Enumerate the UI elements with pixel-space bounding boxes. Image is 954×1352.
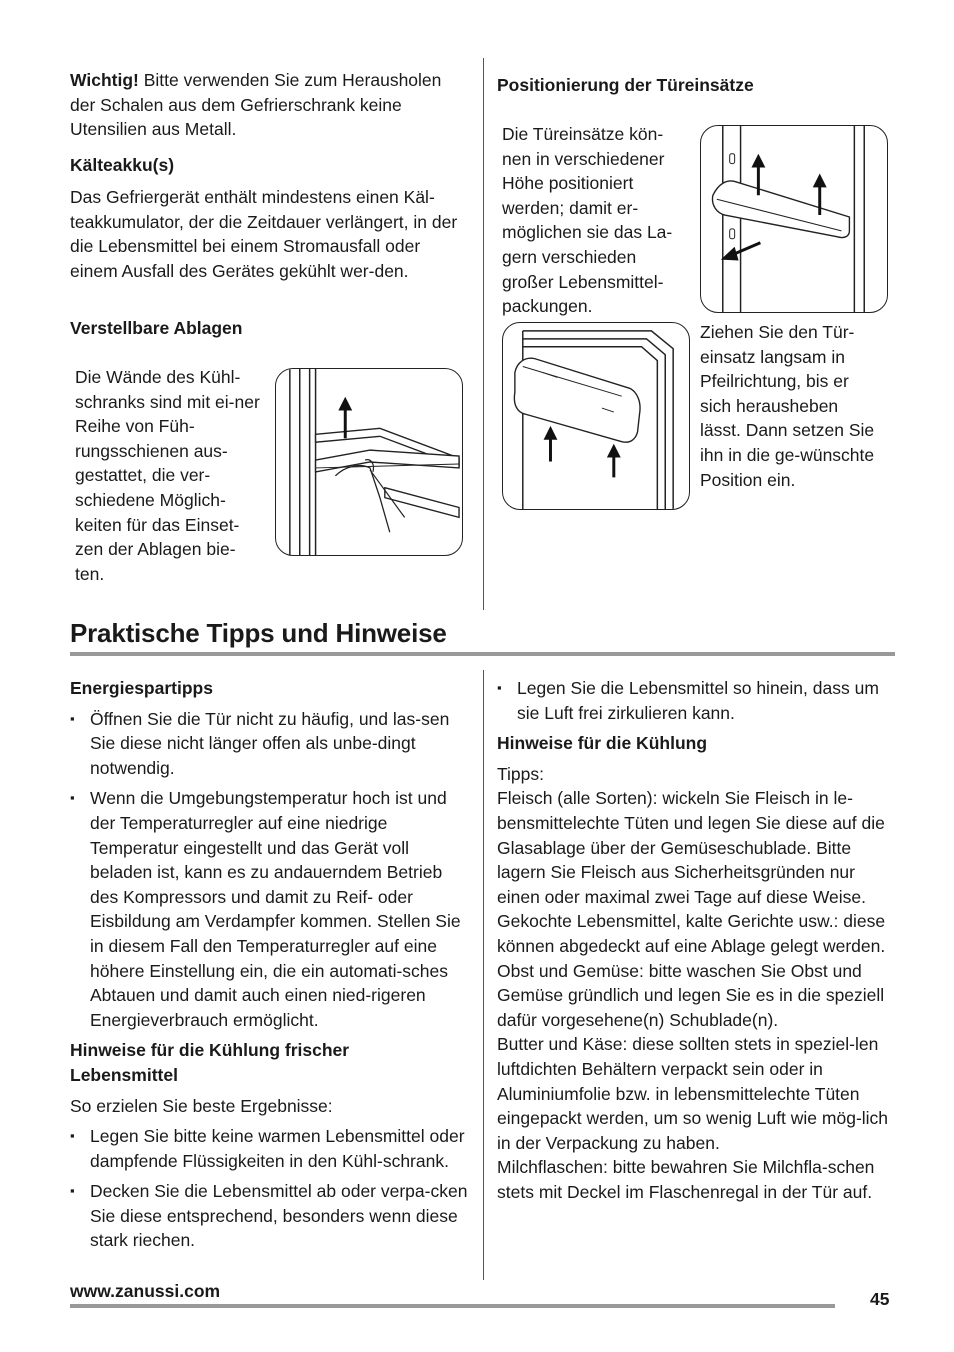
bottom-left-column	[70, 676, 468, 1259]
list-item: ▪ Wenn die Umgebungstemperatur hoch ist und der Temperaturregler auf eine niedrige Temperatur eingestellt und das Gerät voll beladen ist, kann es zu andauerndem Betrieb des Kompressors und damit zu Reif- oder Eisbildung am Verdampfer kommen. Stellen Sie in diesem Fall den Temperaturregler auf eine höhere Einstellung ein, die ein automati-sches Abtauen und damit auch einen nied-rigeren Energieverbrauch ermöglicht.	[70, 786, 468, 1032]
shelf-drawing	[276, 369, 462, 555]
wichtig-text: Bitte verwenden Sie zum Herausholen der Schalen aus dem Gefrierschrank keine Utensilien aus Metall.	[70, 70, 442, 140]
door-insert-illustration-2	[502, 322, 690, 510]
footer-rule	[70, 1304, 835, 1308]
kaelteakku-text: Das Gefriergerät enthält mindestens einen Käl-teakkumulator, der die Zeitdauer verlängert, in der die Lebensmittel bei einem Stromausfall oder einem Ausfall des Gerätes gekühlt wer-den.	[70, 187, 458, 281]
page-number: 45	[870, 1289, 890, 1309]
tip-butter: Butter und Käse: diese sollten stets in speziel-len luftdichten Behältern verpackt sein oder in Aluminiumfolie bzw. in lebensmittelechte Tüten eingepackt werden, um so wenig Luft wie mög-lich in der Verpackung zu haben.	[497, 1034, 889, 1153]
energie-heading: Energiespartipps	[70, 678, 213, 698]
energie-list	[70, 707, 468, 1033]
section-title-rule	[70, 652, 895, 656]
shelf-illustration	[275, 368, 463, 556]
door-insert-drawing-1	[701, 126, 887, 312]
ablagen-text: Die Wände des Kühl-schranks sind mit ei-ner Reihe von Füh-rungsschienen aus-gestattet, die ver-schiedene Möglich-keiten für das Einset-zen der Ablagen bie-ten.	[75, 367, 260, 584]
footer-url[interactable]: www.zanussi.com	[70, 1281, 221, 1301]
ablagen-heading: Verstellbare Ablagen	[70, 318, 243, 338]
list-item: ▪ Öffnen Sie die Tür nicht zu häufig, und las-sen Sie diese nicht länger offen als unbe-dingt notwendig.	[70, 707, 468, 781]
tuereinsaetze-text-2: Ziehen Sie den Tür-einsatz langsam in Pfeilrichtung, bis er sich herausheben lässt. Dann setzen Sie ihn in die ge-wünschte Position ein.	[700, 322, 875, 490]
kaelteakku-heading: Kälteakku(s)	[70, 155, 175, 175]
tip-milch: Milchflaschen: bitte bewahren Sie Milchfla-schen stets mit Deckel im Flaschenregal in der Tür auf.	[497, 1157, 875, 1202]
frisch-intro: So erzielen Sie beste Ergebnisse:	[70, 1095, 333, 1116]
tip-gekochte: Gekochte Lebensmittel, kalte Gerichte usw.: diese können abgedeckt auf eine Ablage gelegt werden.	[497, 911, 886, 956]
bottom-right-column	[497, 676, 895, 1204]
column-separator-top	[483, 58, 484, 610]
tuereinsaetze-heading: Positionierung der Türeinsätze	[497, 75, 754, 95]
wichtig-paragraph	[70, 68, 465, 142]
tips-label: Tipps:	[497, 763, 545, 784]
wichtig-label: Wichtig!	[70, 70, 139, 90]
column-separator-bottom	[483, 670, 484, 1280]
list-item: ▪ Legen Sie die Lebensmittel so hinein, dass um sie Luft frei zirkulieren kann.	[497, 676, 895, 725]
door-insert-drawing-2	[503, 323, 689, 509]
kuehlung-heading: Hinweise für die Kühlung	[497, 733, 708, 754]
list-item: ▪ Decken Sie die Lebensmittel ab oder verpa-cken Sie diese entsprechend, besonders wenn diese stark riechen.	[70, 1179, 468, 1253]
tuereinsaetze-text-1: Die Türeinsätze kön-nen in verschiedener Höhe positioniert werden; damit er-möglichen sie das La-gern verschieden großer Lebensmittel-packungen.	[502, 124, 673, 317]
tip-fleisch: Fleisch (alle Sorten): wickeln Sie Fleisch in le-bensmittelechte Tüten und legen Sie diese auf die Glasablage über der Gemüseschublade. Bitte lagern Sie Fleisch aus Sicherheitsgründen nur einen oder maximal zwei Tage auf diese Weise.	[497, 788, 885, 907]
section-title: Praktische Tipps und Hinweise	[70, 618, 447, 648]
door-insert-illustration-1	[700, 125, 888, 313]
luft-list	[497, 676, 895, 725]
frisch-heading: Hinweise für die Kühlung frischer Lebensmittel	[70, 1040, 350, 1085]
tip-obst: Obst und Gemüse: bitte waschen Sie Obst und Gemüse gründlich und legen Sie es in die speziell dafür vorgesehene(n) Schublade(n).	[497, 960, 885, 1030]
list-item: ▪ Legen Sie bitte keine warmen Lebensmittel oder dampfende Flüssigkeiten in den Kühl-schrank.	[70, 1124, 468, 1173]
frisch-list	[70, 1124, 468, 1253]
